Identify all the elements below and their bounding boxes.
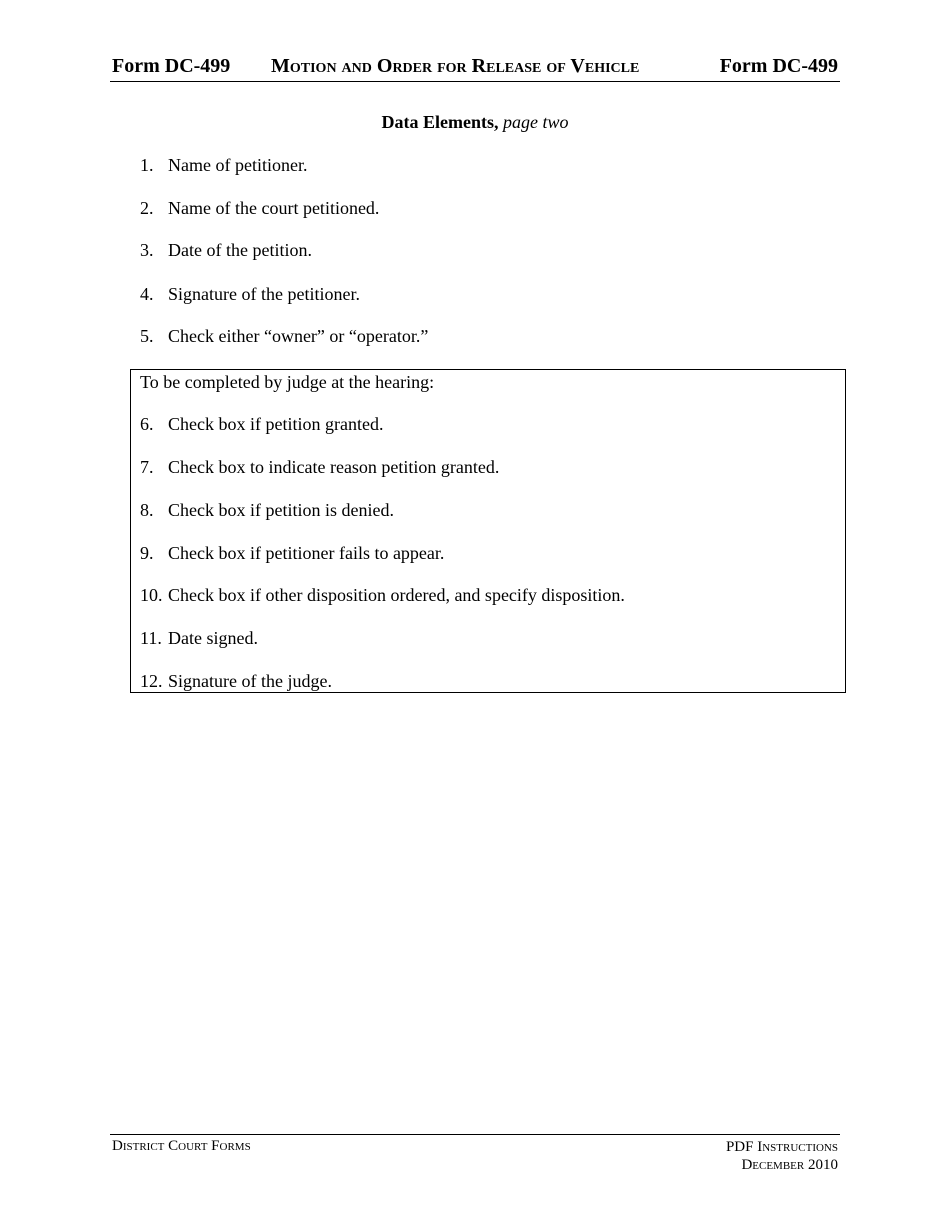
- item-text: Check box to indicate reason petition granted.: [168, 457, 500, 477]
- item-number: 2.: [140, 198, 154, 218]
- item-number: 7.: [140, 457, 154, 477]
- footer-right-line1: PDF Instructions: [725, 1139, 838, 1155]
- list-item: [140, 671, 332, 692]
- item-number: 11.: [140, 628, 162, 648]
- footer-right-line2: December 2010: [741, 1157, 838, 1173]
- footer-right: [726, 1138, 838, 1174]
- item-number: 8.: [140, 500, 154, 520]
- item-text: Check box if petition is denied.: [168, 500, 394, 520]
- list-item: [140, 326, 428, 347]
- item-text: Name of petitioner.: [168, 155, 308, 175]
- list-item: [140, 284, 360, 305]
- form-number-right: Form DC-499: [719, 55, 838, 77]
- item-text: Check box if other disposition ordered, and specify disposition.: [168, 585, 625, 605]
- item-number: 10.: [140, 585, 163, 605]
- item-text: Check box if petition granted.: [168, 414, 384, 434]
- list-item: [140, 240, 312, 261]
- item-number: 3.: [140, 240, 154, 260]
- item-text: Date of the petition.: [168, 240, 312, 260]
- item-text: Check box if petitioner fails to appear.: [168, 543, 445, 563]
- item-number: 9.: [140, 543, 154, 563]
- form-title: Motion and Order for Release of Vehicle: [271, 55, 640, 77]
- list-item: [140, 628, 258, 649]
- item-number: 4.: [140, 284, 154, 304]
- list-item: [140, 457, 499, 478]
- page-header: [110, 55, 840, 82]
- item-number: 6.: [140, 414, 154, 434]
- item-number: 1.: [140, 155, 154, 175]
- list-item: [140, 500, 394, 521]
- section-title-bold: Data Elements,: [381, 112, 499, 132]
- section-title: [0, 112, 950, 133]
- list-item: [140, 585, 625, 606]
- footer-left: District Court Forms: [112, 1138, 251, 1154]
- item-text: Signature of the judge.: [168, 671, 332, 691]
- item-text: Date signed.: [168, 628, 258, 648]
- item-text: Name of the court petitioned.: [168, 198, 380, 218]
- judge-section-intro: To be completed by judge at the hearing:: [140, 372, 435, 392]
- list-item: [140, 543, 444, 564]
- item-number: 12.: [140, 671, 163, 691]
- list-item: [140, 155, 307, 176]
- form-number-left: Form DC-499: [112, 55, 231, 77]
- section-title-italic: page two: [502, 112, 569, 132]
- page-footer: [110, 1134, 840, 1173]
- list-item: [140, 198, 379, 219]
- item-number: 5.: [140, 326, 154, 346]
- item-text: Signature of the petitioner.: [168, 284, 360, 304]
- item-text: Check either “owner” or “operator.”: [168, 326, 429, 346]
- list-item: [140, 414, 383, 435]
